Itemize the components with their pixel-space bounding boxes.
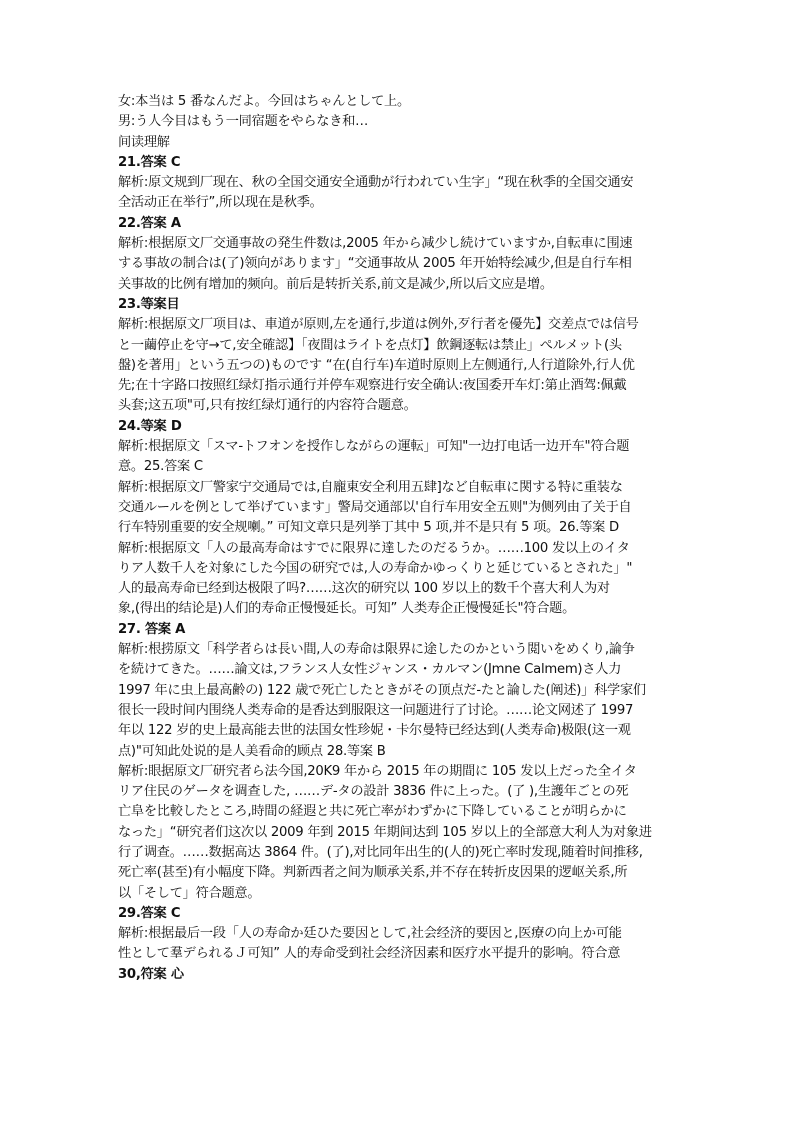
text-line: 27. 答案 A: [118, 621, 186, 637]
text-line: 间读理解: [118, 134, 170, 150]
text-line: 交通ルールを例として举げています」警局交通部以'自行车用安全五则"为侧列由了关于自: [118, 499, 632, 515]
text-line: 22.答案 A: [118, 215, 181, 231]
text-line: 象,(得出的结论是)人们的寿命正慢慢延长。可知” 人类寿企正慢慢延长"符合题。: [118, 601, 576, 617]
text-line: 关事故的比例有增加的频向。前后是转折关系,前文是减少,所以后文应是增。: [118, 276, 553, 292]
text-line: 24.等案 D: [118, 418, 182, 434]
text-line: を続けてきた。……論文は,フランス人女性ジャンス・カルマン(Jmne Calmem)さ人力: [118, 662, 622, 678]
document-body: [118, 92, 680, 985]
text-line: 以「そして」符合题意。: [118, 885, 261, 901]
text-line: 解析:根捞原文「科学者らは長い間,人の寿命は限界に途したのかという閲いをめくり,論争: [118, 642, 635, 658]
text-line: 解析:根据原文「人の最高寿命はすでに限界に達したのだるうか。……100 发以上のイタ: [118, 540, 630, 556]
text-line: 解析:原文规到厂现在、秋の全国交通安全通動が行われてい生字」“现在秋季的全国交通安: [118, 175, 634, 191]
text-line: 性として羣デられるＪ可知” 人的寿命受到社会经济因素和医疗水平提升的影响。符合意: [118, 946, 621, 962]
text-line: 解析:眼据原文厂研究者ら法今国,20K9 年から 2015 年の期間に 105 发以上だった全イタ: [118, 763, 637, 779]
text-line: 亡阜を比較したところ,時間の経遐と共に死亡率がわずかに下降していることが明らかに: [118, 804, 627, 820]
text-line: 盤)を著用」という五つの)ものです “在(自行车)车道时原则上左侧通行,人行道除外,行人优: [118, 357, 635, 373]
text-line: 年以 122 岁的史上最高能去世的法国女性珍妮・卡尔曼特已经达到(人类寿命)极限(这一观: [118, 723, 631, 739]
text-line: 解析:根据原文「スマ-トフオンを授作しながらの運転」可知"一边打电话一边开车"符合题: [118, 439, 630, 455]
text-line: 男:う人今目はもう一同宿题をやらなき和…: [118, 114, 369, 130]
text-line: 意。25.答案 C: [118, 459, 203, 475]
text-line: 死亡率(甚至)有小幅度下降。判新西者之间为顺承关系,并不存在转折皮因果的逻岖关系,所: [118, 865, 628, 881]
text-line: 解析:根据原文厂警家宁交通局では,自龐東安全利用五肆]など自転車に関する特に重装な: [118, 479, 623, 495]
text-line: 29.答案 C: [118, 905, 181, 921]
text-line: 解析:根据原文厂项目は、車道が原则,左を通行,步道は例外,歹行者を優先】交差点では信号: [118, 317, 639, 333]
text-line: する事故の制合は(了)领向があります」“交通事故从 2005 年开始特绘减少,但是自行车相: [118, 256, 632, 272]
text-line: 很长一段时间内围绕人类寿命的是香达到服限这一问题进行了讨论。……论文网述了 1997: [118, 702, 634, 718]
text-line: 23.等案目: [118, 296, 180, 312]
text-line: 1997 年に虫上最高齢の) 122 歳で死亡したときがその顶点だ-たと論した(阐述)」科学家们: [118, 682, 646, 698]
text-line: 行了调查。……数据高达 3864 件。(了),对比同年出生的(人的)死亡率时发现,随着时间推移,: [118, 844, 643, 860]
text-line: 全活动正在举行”,所以现在是秋季。: [118, 195, 323, 211]
text-line: 点)"可知此处说的是人美看命的顾点 28.等案 B: [118, 743, 386, 759]
text-line: 头套;这五项"可,只有按红绿灯通行的内容符合题意。: [118, 398, 417, 414]
text-line: 女:本当は 5 番なんだよ。今回はちゃんとして上。: [118, 94, 410, 109]
text-line: 30,符案 心: [118, 966, 184, 982]
text-line: 21.答案 C: [118, 154, 181, 170]
text-line: 人的最高寿命已经到达极限了吗?……这次的研究以 100 岁以上的数千个喜大利人为对: [118, 581, 610, 597]
text-line: 解析:根据最后一段「人の寿命か廷ひた要因として,社会经济的要因と,医療の向上か可能: [118, 926, 622, 942]
text-line: りア人数千人を対象にした今国の研究では,人の寿命かゆっくりと延じているとされた」": [118, 560, 633, 576]
text-line: 先;在十字路口按照红绿灯指示通行并停车观察进行安全确认:夜国委开车灯:第止酒驾:佩戴: [118, 378, 627, 394]
text-line: リア住民のゲータを调查した, ……デ-タの設計 3836 件に上った。(了 ),生護年ごとの死: [118, 784, 629, 800]
text-line: 行车特别重要的安全规喇。” 可知文章只是列挙丁其中 5 项,并不是只有 5 项。26.等案 D: [118, 520, 619, 536]
text-line: 解析:根据原文厂交通事故の発生件数は,2005 年から减少し続けていますか,自転車に围速: [118, 236, 633, 252]
text-line: と一繭停止を守→て,安全確認】「夜間はライトを点灯】飲鋼逐転は禁止」ぺルメット(头: [118, 337, 622, 353]
text-line: なった」“研究者们这次以 2009 年到 2015 年期间达到 105 岁以上的全部意大利人为对象进: [118, 824, 652, 840]
